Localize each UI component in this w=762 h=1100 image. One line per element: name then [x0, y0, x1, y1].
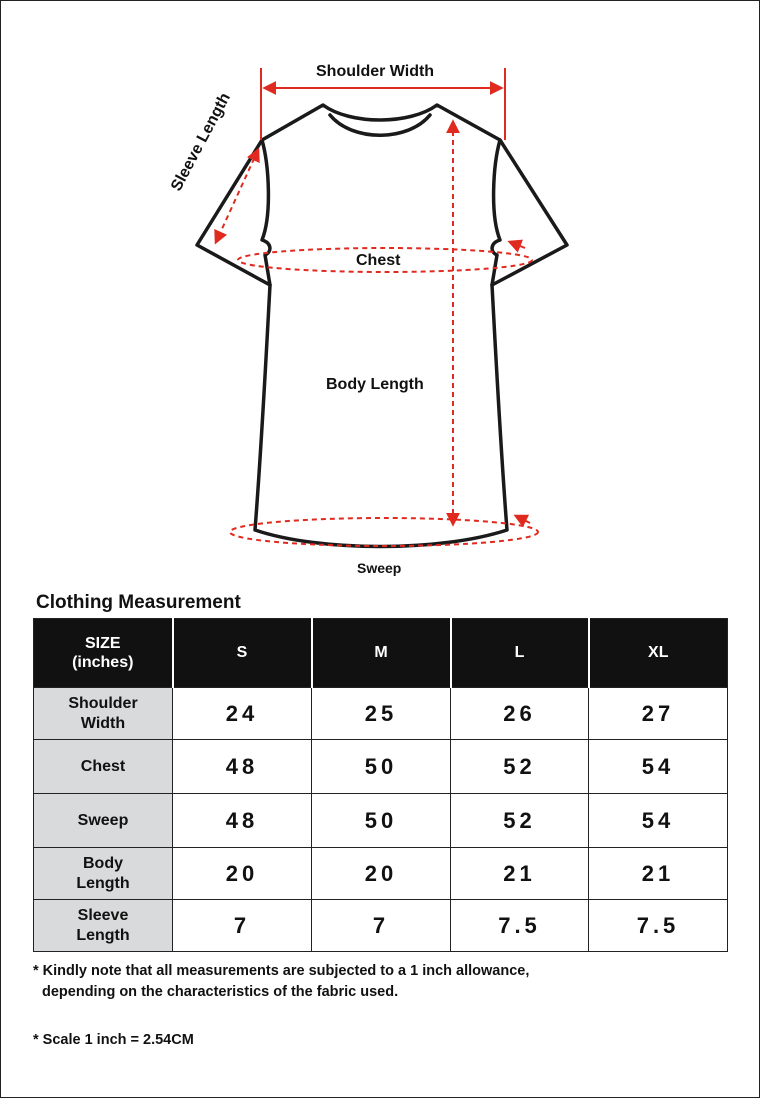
size-header-line2: (inches)	[72, 654, 134, 671]
table-cell: 27	[589, 688, 728, 740]
table-cell: 7	[173, 900, 312, 952]
allowance-note-line1: * Kindly note that all measurements are subjected to a 1 inch allowance,	[33, 963, 530, 979]
sleeve-length-marker	[216, 150, 258, 242]
sweep-marker	[230, 516, 538, 546]
table-cell: 25	[312, 688, 451, 740]
size-col-l: L	[451, 619, 589, 688]
table-cell: 7.5	[451, 900, 589, 952]
row-label-shoulder-width	[34, 688, 173, 740]
table-cell: 26	[451, 688, 589, 740]
row-label-sleeve-length	[34, 900, 173, 952]
table-row	[34, 688, 728, 740]
row-label-line1: Sweep	[77, 811, 129, 829]
table-cell: 7	[312, 900, 451, 952]
size-col-s: S	[173, 619, 312, 688]
shoulder-width-label: Shoulder Width	[316, 63, 435, 80]
table-cell: 21	[589, 848, 728, 900]
table-cell: 21	[451, 848, 589, 900]
sleeve-length-label: Sleeve Length	[168, 90, 234, 194]
table-row	[34, 848, 728, 900]
table-cell: 20	[312, 848, 451, 900]
table-row	[34, 740, 728, 794]
row-label-sweep	[34, 794, 173, 848]
size-header-line1: SIZE	[84, 635, 121, 652]
row-label-line2: Width	[80, 714, 126, 732]
row-label-line2: Length	[76, 874, 130, 892]
scale-note: * Scale 1 inch = 2.54CM	[33, 1032, 194, 1048]
row-label-chest	[34, 740, 173, 794]
table-row	[34, 900, 728, 952]
size-col-xl: XL	[589, 619, 728, 688]
chest-label: Chest	[356, 252, 401, 269]
table-cell: 48	[173, 740, 312, 794]
table-cell: 48	[173, 794, 312, 848]
allowance-note-line2: depending on the characteristics of the fabric used.	[42, 984, 399, 1000]
tshirt-outline	[197, 105, 567, 547]
row-label-line1: Body	[83, 854, 123, 872]
allowance-note	[33, 961, 529, 1003]
table-cell: 24	[173, 688, 312, 740]
table-cell: 20	[173, 848, 312, 900]
row-label-line1: Chest	[80, 757, 126, 775]
row-label-body-length	[34, 848, 173, 900]
table-row	[34, 794, 728, 848]
table-cell: 54	[589, 740, 728, 794]
row-label-line2: Length	[76, 926, 130, 944]
section-title: Clothing Measurement	[36, 592, 241, 613]
table-cell: 52	[451, 740, 589, 794]
body-length-label: Body Length	[326, 376, 424, 393]
table-cell: 50	[312, 794, 451, 848]
row-label-line1: Sleeve	[77, 906, 129, 924]
sweep-label: Sweep	[357, 560, 402, 576]
table-cell: 54	[589, 794, 728, 848]
row-label-line1: Shoulder	[68, 694, 138, 712]
size-header-cell	[34, 619, 173, 688]
table-cell: 52	[451, 794, 589, 848]
table-header-row	[34, 619, 728, 688]
table-cell: 7.5	[589, 900, 728, 952]
table-cell: 50	[312, 740, 451, 794]
size-table	[33, 618, 728, 952]
size-col-m: M	[312, 619, 451, 688]
